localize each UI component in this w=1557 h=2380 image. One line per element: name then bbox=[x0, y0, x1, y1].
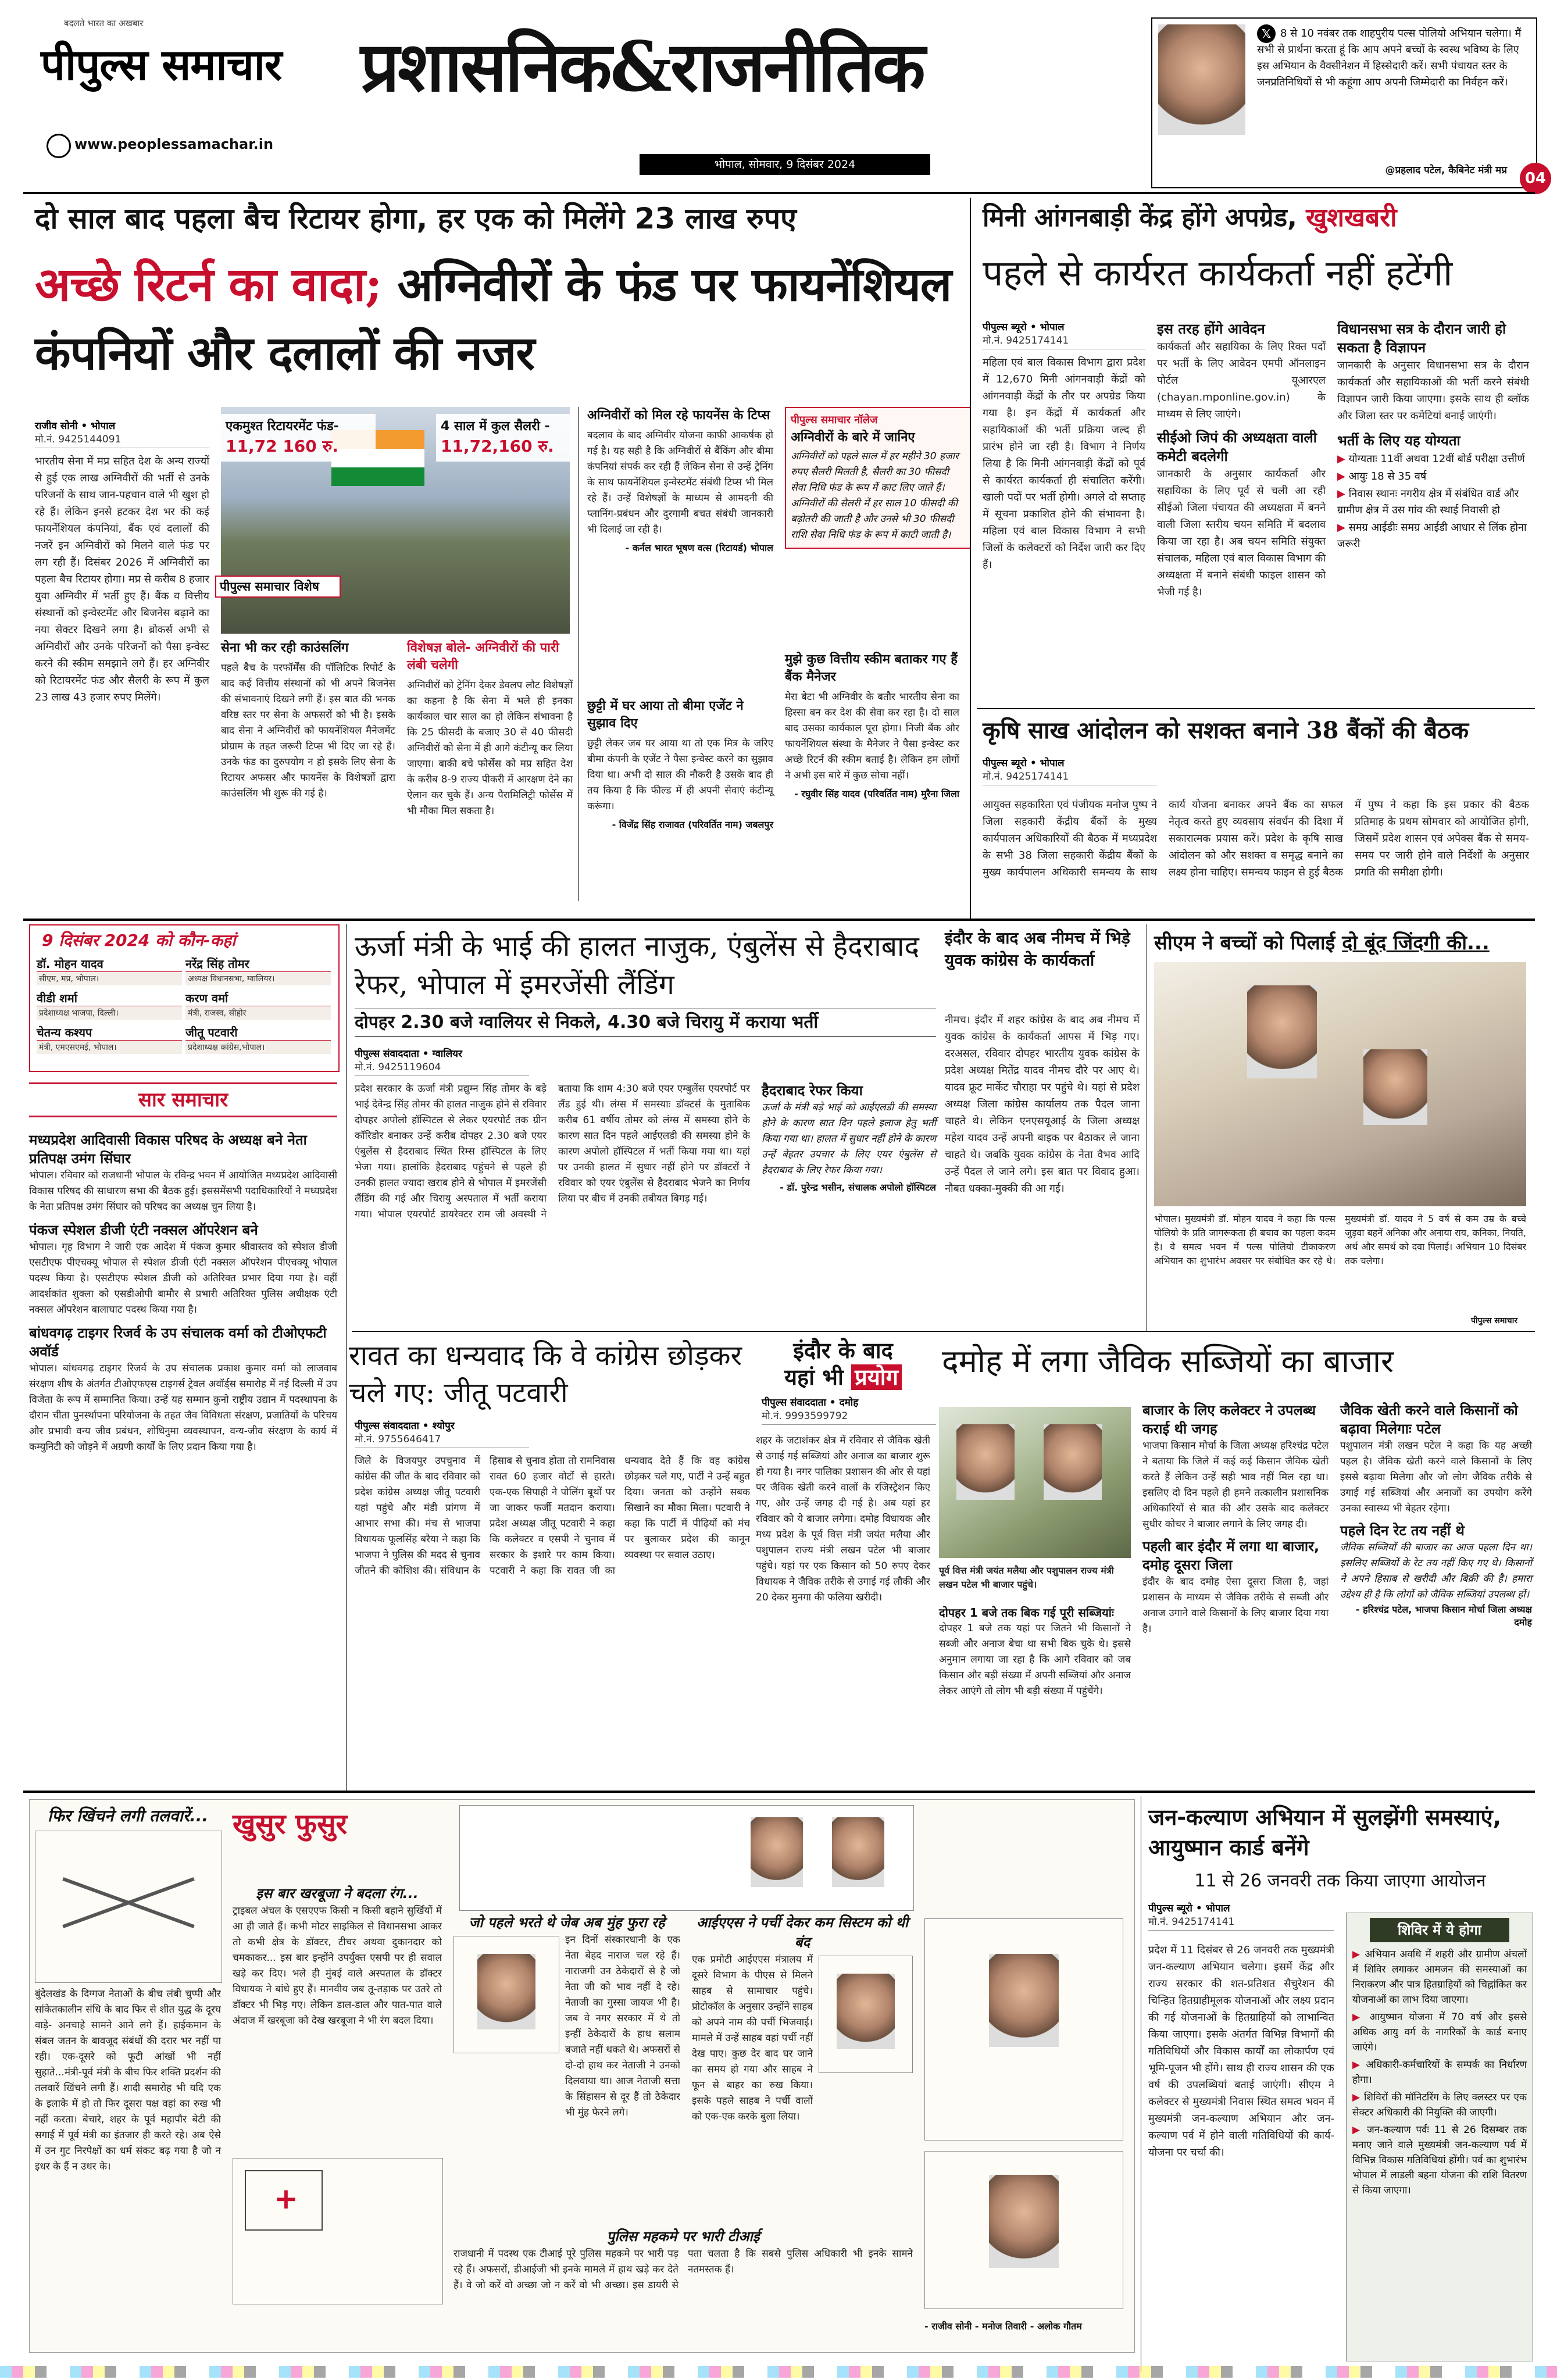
cartoon-col-2 bbox=[233, 1884, 442, 2304]
cartoon-face-2 bbox=[832, 1817, 884, 1887]
rate-head: पहले दिन रेट तय नहीं थे bbox=[1340, 1523, 1465, 1539]
krishi-phone: मो.नं. 9425174141 bbox=[983, 771, 1069, 782]
photo-value-2: 11,72,160 रु. bbox=[441, 437, 554, 456]
cartoon-col-1 bbox=[35, 1805, 221, 2312]
photo-label-box-2 bbox=[436, 414, 573, 462]
tips-by: - कर्नल भारत भूषण वत्स (रिटायर्ड) भोपाल bbox=[625, 542, 773, 553]
jan-box-item bbox=[1352, 2122, 1527, 2198]
who-name: नरेंद्र सिंह तोमर bbox=[185, 956, 331, 972]
masthead-tagline: बदलते भारत का अखबार bbox=[64, 18, 144, 28]
krishi-rule bbox=[977, 708, 1535, 709]
who-role: मंत्री, एमएसएमई, भोपाल। bbox=[37, 1041, 182, 1054]
hyd-head: हैदराबाद रेफर किया bbox=[762, 1082, 863, 1099]
who-item bbox=[37, 990, 182, 1020]
cartoon-face-1 bbox=[751, 1817, 803, 1887]
saar-item-head: पंकज स्पेशल डीजी एंटी नक्सल ऑपरेशन बने bbox=[29, 1222, 258, 1238]
expert-box bbox=[407, 639, 573, 819]
jan-sub: 11 से 26 जनवरी तक किया जाएगा आयोजन bbox=[1194, 1871, 1486, 1891]
damoh-body: शहर के जटाशंकर क्षेत्र में रविवार से जैविक खेती से उगाई गई सब्जियां और अनाज का बाजार शुरू हो गया है। नगर पालिका प्रशासन की ओर से यहां पर जैविक खेती करने वालों के रजिस्ट्रेशन किए गए, और उन्हें जगह दी गई है। अब यहां हर रविवार को ये बाजार लगेगा। दमोह विधायक और मध्य प्रदेश के पूर्व वित्त मंत्री जयंत मलैया और पशुपालन राज्य मंत्री लखन पटेल भी बाजार पहुंचे। यहां पर एक किसान को 50 रुपए देकर विधायक ने जैविक तरीके से उगाई गई लौकी और 20 देकर मुनगा की फलिया खरीदी। bbox=[756, 1435, 930, 1603]
cartoon-face-6 bbox=[989, 1954, 1059, 2047]
lead-headline-red: अच्छे रिटर्न का वादा; bbox=[35, 257, 382, 312]
who-role: अध्यक्ष विधानसभा, ग्वालियर। bbox=[185, 972, 331, 985]
lead-byline bbox=[35, 419, 209, 448]
jan-box-item-text: अधिकारी-कर्मचारियों के सम्पर्क का निर्धारण होगा। bbox=[1352, 2059, 1527, 2086]
who-role: सीएम, मप्र, भोपाल। bbox=[37, 972, 182, 985]
jan-byline-box bbox=[1148, 1901, 1334, 1935]
rawat-byline-box bbox=[355, 1418, 529, 1453]
sold-box bbox=[939, 1604, 1131, 1699]
medical-cross-icon: + bbox=[274, 2182, 298, 2215]
anganwadi-kicker bbox=[983, 201, 1397, 235]
photo-value-1: 11,72 160 रु. bbox=[226, 437, 338, 456]
jan-box-item bbox=[1352, 2057, 1527, 2088]
prayog-head-red: प्रयोग bbox=[851, 1364, 902, 1390]
cartoon-title-5: पुलिस महकमे पर भारी टीआई bbox=[606, 2228, 760, 2245]
offer-by: - रघुवीर सिंह यादव (परिवर्तित नाम) मुरैना जिला bbox=[794, 788, 959, 799]
yog-head: भर्ती के लिए यह योग्यता bbox=[1337, 433, 1460, 449]
quote-text: 8 से 10 नवंबर तक शाहपुरीय पल्स पोलियो अभियान चलेगा। मैं सभी से प्रार्थना करता हूं कि आप अपने बच्चों के स्वस्थ भविष्य के लिए इस अभियान के वैक्सीनेशन में हिस्सेदारी करें। सभी पंचायत स्तर के जनप्रतिनिधियों से भी कहूंगा आप अपनी जिम्मेदारी का निर्वहन करें। bbox=[1257, 27, 1522, 88]
sold-body: दोपहर 1 बजे तक यहां पर जितने भी किसानों ने सब्जी और अनाज बेचा था सभी बिक चुके थे। इससे अनुमान लगाया जा रहा है कि आगे रविवार को जब किसान और बड़ी संख्या में अपनी सब्जियां और अनाज लेकर आएंगे तो लोग भी बड़ी संख्या में पहुंचेंगे। bbox=[939, 1623, 1131, 1697]
saar-item-body: भोपाल। बांधवगढ़ टाइगर रिजर्व के उप संचालक प्रकाश कुमार वर्मा को लाजवाब संरक्षण शीष के अंतर्गत टीओएफएस टाइगर्स ट्रेवल अवॉर्ड्स समारोह में नई दिल्ली में उप विजेता के रूप में सम्मानित किया। उन्हें यह सम्मान कुनो राष्ट्रीय उद्यान में पदस्थापना के दौरान चीता पुनर्स्थापना परियोजना के तहत जैव विविधता संरक्षण, प्रजातियों के परिचय और प्रभावी वन्य जीव प्रबंधन, शोधिनुमा व्यवस्थापन, वन्य-जीव संरक्षण के कार्य में कम्युनिटी को जोड़ने में अग्रणी कार्यों के लिए प्रदान किया गया है। bbox=[29, 1363, 337, 1453]
collector-head: बाजार के लिए कलेक्टर ने उपलब्ध कराई थी जगह bbox=[1142, 1402, 1316, 1437]
hyd-body: ऊर्जा के मंत्री बड़े भाई को आईएलडी की समस्या होने के कारण सात दिन पहले इलाज हेतु भर्ती किया गया था। हालत में सुधार नहीं होने के कारण उन्हें बेहतर उपचार के लिए एयर एंबुलेंस से हैदराबाद के लिए रेफर किया गया। bbox=[762, 1102, 936, 1176]
cartoon-face-4 bbox=[837, 1974, 895, 2049]
yog-item-text: समग्र आईडीः समग्र आईडी आधार से लिंक होना जरूरी bbox=[1337, 521, 1527, 550]
bullet-icon: ▶ bbox=[1352, 1949, 1365, 1960]
yog-item-text: निवास स्थानः नगरीय क्षेत्र में संबंधित वार्ड और ग्रामीण क्षेत्र में उस गांव की स्थाई निवासी हो bbox=[1337, 488, 1519, 516]
bullet-icon: ▶ bbox=[1352, 2011, 1370, 2023]
cartoon-sketch-1 bbox=[35, 1831, 222, 1983]
army-box bbox=[221, 639, 395, 802]
x-icon: 𝕏 bbox=[1257, 24, 1276, 43]
scindia-phone: मो.नं. 9425119604 bbox=[355, 1062, 441, 1073]
jan-box-item bbox=[1352, 2090, 1527, 2120]
prayog-byline-box bbox=[762, 1395, 936, 1430]
lead-byline-name: राजीव सोनी • भोपाल bbox=[35, 420, 116, 432]
cartoon-credits: - राजीव सोनी - मनोज तिवारी - अलोक गौतम bbox=[924, 2321, 1082, 2332]
main-divider bbox=[970, 198, 971, 919]
vs-head: विधानसभा सत्र के दौरान जारी हो सकता है विज्ञापन bbox=[1337, 321, 1506, 356]
cartoon-sketch-5 bbox=[924, 2151, 1123, 2309]
anganwadi-kicker-red: खुशखबरी bbox=[1306, 203, 1397, 233]
cartoon-sketch-2 bbox=[233, 2158, 443, 2304]
cartoon-title-4: आईएएस ने पर्ची देकर कम सिस्टम को थी बंद bbox=[696, 1914, 909, 1950]
tips-head: अग्निवीरों को मिल रहे फायनेंस के टिप्स bbox=[587, 408, 770, 423]
anganwadi-col-1 bbox=[983, 320, 1145, 573]
expert-body: अग्निवीरों को ट्रेनिंग देकर डेवलप लौट विशेषज्ञों का कहना है कि सेना में भले ही इनका कार्यकाल चार साल का हो लेकिन संभावना है कि 25 फीसदी के बजाए 30 से 40 फीसदी अग्निवीरों को सेना में ही आगे कंटीन्यू कर लिया जाएगा। बाकी बचे फोर्सेस को मप्र सहित देश के करीब 8-9 राज्य पीकरी में आरक्षण देने का ऐलान कर चुके हैं। अन्य पैरामिलिट्री फोर्सेस में भी मौका मिल सकता है। bbox=[407, 680, 573, 817]
photo-label-1: एकमुश्त रिटायरमेंट फंड- bbox=[226, 419, 339, 434]
khusur-title: खुसुर फुसुर bbox=[233, 1808, 348, 1841]
polio-head-under: दो बूंद जिंदगी की... bbox=[1342, 931, 1490, 955]
scindia-byline-box bbox=[355, 1046, 529, 1081]
scindia-sub: दोपहर 2.30 बजे ग्वालियर से निकले, 4.30 बजे चिरायु में कराया भर्ती bbox=[355, 1009, 936, 1037]
bullet-icon: ▶ bbox=[1337, 521, 1349, 534]
anganwadi-kicker-text: मिनी आंगनबाड़ी केंद्र होंगे अपग्रेड, bbox=[983, 203, 1297, 233]
damoh-photo bbox=[939, 1407, 1131, 1558]
who-name: डॉ. मोहन यादव bbox=[37, 956, 182, 972]
lead-headline-rest: अग्निवीरों के फंड पर फायनेंशियल कंपनियों और दलालों की नजर bbox=[35, 257, 952, 380]
leave-head: छुट्टी में घर आया तो बीमा एजेंट ने सुझाव दिए bbox=[587, 699, 744, 731]
polio-credit: पीपुल्स समाचार bbox=[1471, 1316, 1518, 1325]
malaiya-figure bbox=[956, 1424, 1015, 1500]
photo-label-2: 4 साल में कुल सैलरी - bbox=[441, 419, 550, 434]
masthead-section-text: प्रशासनिक&राजनीतिक bbox=[360, 26, 924, 107]
yog-item bbox=[1337, 469, 1529, 485]
cartoon-title-1: फिर खिंचने लगी तलवारें... bbox=[47, 1806, 209, 1825]
who-role: मंत्री, राजस्व, सीहोर bbox=[185, 1006, 331, 1020]
dateline: भोपाल, सोमवार, 9 दिसंबर 2024 bbox=[714, 158, 856, 171]
jan-box-item-text: अभियान अवधि में शहरी और ग्रामीण अंचलों में शिविर लगाकर आमजन की समस्याओं का निराकरण और पात्र हितग्राहियों को चिह्नांकित कर योजनाओं का लाभ दिया जाएगा। bbox=[1352, 1949, 1527, 2006]
sold-head: दोपहर 1 बजे तक बिक गई पूरी सब्जियांः bbox=[939, 1606, 1114, 1620]
prayog-byline bbox=[762, 1395, 936, 1425]
cartoon-col-4 bbox=[692, 1913, 913, 2220]
who-name: वीडी शर्मा bbox=[37, 990, 182, 1006]
krishi-byline-name: पीपुल्स ब्यूरो • भोपाल bbox=[983, 757, 1065, 769]
rate-by: - हरिश्चंद्र पटेल, भाजपा किसान मोर्चा जिला अध्यक्ष दमोह bbox=[1355, 1604, 1532, 1628]
bottom-rule bbox=[23, 1791, 1535, 1793]
cartoon-face-5 bbox=[989, 2175, 1059, 2268]
cartoon-text-2: ट्राइबल अंचल के एसएएफ किसी न किसी बहाने सुर्खियों में आ ही जाते हैं। कभी मोटर साइकिल से विधानसभा आकर तो कभी क्षेत्र के डॉक्टर, टीचर अथवा दुकानदार को चमकाकर... इस बार इन्होंने उपर्युक्त एसपी पर ही सवाल खड़े कर दिए। भले ही मुंबई वाले अस्पताल के डॉक्टर विधायक ने बांधे हुए हैं। मानवीय जब तू-तड़ाक पर उतरे तो डॉक्टर भी भिड़ गए। लेकिन डाल-डाल और पात-पात वाले अंदाज में खरबूजा को देख खरबूजा ने भी रंग बदल दिया। bbox=[233, 1905, 442, 2027]
who-role: प्रदेशाध्यक्ष भाजपा, दिल्ली। bbox=[37, 1006, 182, 1020]
masthead-section bbox=[360, 23, 924, 110]
lead-phone: मो.नं. 9425144091 bbox=[35, 434, 122, 445]
cartoon-col-3 bbox=[453, 1913, 680, 2200]
cartoon-text-1: बुंदेलखंड के दिग्गज नेताओं के बीच लंबी चुप्पी और सांकेतकालीन संधि के बाद फिर से शीत युद्ध के दूरघ वाड़े- अनचाहे सामने आने लगे हैं। हाईकमान के संबल जतन के बावजूद संबंधों की दरार भर नहीं पा रही। एक-दूसरे को फूटी आंखों भी नहीं सुहाते...मंत्री-पूर्व मंत्री के बीच फिर शक्ति प्रदर्शन की तलवारें खिंचने लगी हैं। शादी समारोह भी यदि एक के इलाके में हो तो फिर दूसरा पक्ष वहां का रुख भी नहीं करता। बेचारे, शहर के पूर्व महापौर बेटी की सगाई में पूर्व मंत्री का इंतजार ही करते रहे। अब ऐसे में उन गुट निरपेक्षों का धर्म संकट बढ़ गया है जो न इधर के हैं न उधर के। bbox=[35, 1988, 221, 2172]
prayog-head-2: यहां भी bbox=[784, 1364, 844, 1390]
cartoon-title-2: इस बार खरबूजा ने बदला रंग... bbox=[256, 1885, 419, 1902]
lead-column-1 bbox=[35, 419, 209, 706]
collector-box bbox=[1142, 1401, 1329, 1637]
offer-body: मेरा बेटा भी अग्निवीर के बतौर भारतीय सेना का हिस्सा बन कर देश की सेवा कर रहा है। दो साल बाद उसका कार्यकाल पूरा होगा। निजी बैंक और फायनेंशियल संस्था के मैनेजर ने पैसा इन्वेस्ट कर अच्छे रिटर्न की स्कीम बताई है। लेकिन हम लोगों ने अभी इस बारे में कुछ सोचा नहीं। bbox=[785, 691, 959, 781]
tips-body: बदलाव के बाद अग्निवीर योजना काफी आकर्षक हो गई है। यह सही है कि अग्निवीरों से बैंकिंग और बीमा कंपनियां संपर्क कर रही हैं लेकिन सेना से उन्हें ट्रेनिंग के साथ फायनेंशियल इन्वेस्टमेंट संबंधी टिप्स भी मिल रहे हैं। उन्हें विशेषज्ञों के माध्यम से आमदनी की प्लानिंग-प्रबंधन और दुरगामी बचत संबंधी जानकारी भी दिलाई जा रही है। bbox=[587, 430, 773, 535]
tips-box bbox=[587, 407, 773, 554]
yog-item bbox=[1337, 520, 1529, 552]
rawat-phone: मो.नं. 9755646417 bbox=[355, 1434, 441, 1445]
kisan-box bbox=[1340, 1401, 1532, 1628]
bullet-icon: ▶ bbox=[1352, 2059, 1366, 2071]
who-item bbox=[185, 956, 331, 985]
bullet-icon: ▶ bbox=[1337, 470, 1349, 483]
cartoon-text-4: एक प्रमोटी आईएएस मंत्रालय में दूसरे विभाग के पीएस से मिलने साहब से सामाचार पहुंचे। प्रोटोकॉल के अनुसार उन्होंने साहब को अपने नाम की पर्ची भिजवाई। मामले में उन्हें साहब वहां पर्ची नहीं देख पाए। कुछ देर बाद घर जाने का समय हो गया और साहब ने फून से बाहर का रुख किया। इसके पहले साहब ने पर्ची वालों को एक-एक करके बुला लिया। bbox=[692, 1954, 813, 2122]
offer-box bbox=[785, 651, 959, 800]
army-head: सेना भी कर रही काउंसलिंग bbox=[221, 641, 349, 655]
cartoon-face-3 bbox=[477, 1954, 535, 2029]
polio-head-black: सीएम ने बच्चों को पिलाई bbox=[1154, 931, 1335, 955]
ceo-body: जानकारी के अनुसार कार्यकर्ता और सहायिका के लिए पूर्व से चली आ रही सीईओ जिला पंचायत की अध्यक्षता में बनने वाली जिला स्तरीय चयन समिति में बदलाव किया जा रहा है। अब चयन समिति संयुक्त संचालक, महिला एवं बाल विकास विभाग की अध्यक्षता में बनाने संबंधी फाइल शासन को भेजी गई है। bbox=[1157, 468, 1326, 598]
lead-kicker: दो साल बाद पहला बैच रिटायर होगा, हर एक को मिलेंगे 23 लाख रुपए bbox=[35, 202, 797, 235]
jan-box-item-text: शिविरों की मॉनिटरिंग के लिए क्लस्टर पर एक सेक्टर अधिकारी की नियुक्ति की जाएगी। bbox=[1352, 2092, 1527, 2118]
cartoon-sketch-main bbox=[459, 1805, 914, 1911]
rate-body: जैविक सब्जियों की बाजार का आज पहला दिन था। इसलिए सब्जियों के रेट तय नहीं किए गए थे। किसानों ने अपने हिसाब से खरीदी और बिक्री की है। हमारा उद्देश्य ही है कि लोगों को जैविक सब्जियां उपलब्ध हों। bbox=[1340, 1542, 1532, 1600]
prayog-byline-name: पीपुल्स संवाददाता • दमोह bbox=[762, 1397, 859, 1409]
cartoon-sketch-4 bbox=[819, 1956, 913, 2073]
rawat-body: जिले के विजयपुर उपचुनाव में कांग्रेस की जीत के बाद रविवार को प्रदेश कांग्रेस अध्यक्ष जीतू पटवारी यहां पहुंचे और मंडी प्रांगण में आभार सभा की। मंच से भाजपा विधायक फूलसिंह बरैया ने कहा कि भाजपा ने पुलिस की मदद से चुनाव जीतने की कोशिश की। संविधान के हिसाब से चुनाव होता तो रामनिवास रावत 60 हजार वोटों से हारते। एक-एक सिपाही ने पोलिंग बूथों पर जा जाकर फर्जी मतदान कराया। प्रदेश अध्यक्ष जीतू पटवारी ने कहा कि कलेक्टर व एसपी ने चुनाव में सरकार के इशारे पर काम किया। पटवारी ने कहा कि रावत जी का धन्यवाद देते हैं कि वह कांग्रेस छोड़कर चले गए, पार्टी ने उन्हें बहुत दिया। जनता को उन्होंने सबक सिखाने का मौका मिला। पटवारी ने कहा कि पार्टी में पीढ़ियों को मंच पर बुलाकर प्रदेश की कानून व्यवस्था पर सवाल उठाए। bbox=[355, 1455, 750, 1577]
masthead bbox=[23, 17, 1547, 198]
collector-body: भाजपा किसान मोर्चा के जिला अध्यक्ष हरिश्चंद्र पटेल ने बताया कि जिले में कई कई किसान जैविक खेती करते हैं लेकिन उन्हें सही भाव नहीं मिल रहा था। इसलिए दो दिन पहले ही हमने तत्कालीन प्रशासनिक अधिकारियों से बात की और उसके बाद कलेक्टर सुधीर कोचर ने बाजार लगाने के लिए जगह दी। bbox=[1142, 1440, 1329, 1530]
nimach-headline: इंदौर के बाद अब नीमच में भिड़े युवक कांग्रेस के कार्यकर्ता bbox=[945, 928, 1130, 970]
offer-head: मुझे कुछ वित्तीय स्कीम बताकर गए हैं बैंक मैनेजर bbox=[785, 652, 958, 684]
first-body: इंदौर के बाद दमोह ऐसा दूसरा जिला है, जहां प्रशासन के माध्यम से जैविक तरीके से सब्जी और अनाज उगाने वाले किसानों के लिए बाजार दिया गया है। bbox=[1142, 1576, 1329, 1635]
bullet-icon: ▶ bbox=[1337, 453, 1349, 465]
anganwadi-body: महिला एवं बाल विकास विभाग द्वारा प्रदेश में 12,670 मिनी आंगनवाड़ी केंद्रों को आंगनवाड़ी केंद्रों के तौर पर अपग्रेड किया गया है। इन केंद्रों में कार्यकर्ता और सहायिकाओं की भर्ती प्रक्रिया जल्द ही प्रारंभ होने जा रही है। विभाग ने निर्णय लिया है कि मिनी आंगनवाड़ी केंद्रों को पूर्व से कार्यरत कार्यकर्ता ही संचालित करेंगी। खाली पदों पर भर्ती होगी। अगले दो सप्ताह में सूचना प्रकाशित होने की संभावना है। महिला एवं बाल विकास विभाग ने सभी जिलों के कलेक्टरों को निर्देश जारी कर दिए हैं। bbox=[983, 356, 1145, 571]
expert-head: विशेषज्ञ बोले- अग्निवीरों की पारी लंबी चलेगी bbox=[407, 641, 559, 673]
bullet-icon: ▶ bbox=[1337, 488, 1349, 500]
print-color-strip bbox=[0, 2366, 1557, 2378]
who-name: जीतू पटवारी bbox=[185, 1024, 331, 1041]
hyd-by: - डॉ. पुरेन्द्र भसीन, संचालक अपोलो हॉस्पिटल bbox=[780, 1182, 936, 1193]
yog-item-text: आयुः 18 से 35 वर्ष bbox=[1348, 470, 1427, 483]
who-grid bbox=[35, 955, 334, 1057]
polio-caption: भोपाल। मुख्यमंत्री डॉ. मोहन यादव ने कहा कि पल्स पोलियो के प्रति जागरूकता ही बचाव का पहला कदम है। वे समत्व भवन में पल्स पोलियो टीकाकरण अभियान का शुभारंभ अवसर पर संबोधित कर रहे थे। मुख्यमंत्री डॉ. यादव ने 5 वर्ष से कम उम्र के बच्चे जुड़वा बहनें अनिका और अनाया राय, कनिका, नियति, अर्थ और समर्थ को दवा पिलाई। अभियान 10 दिसंबर तक चलेगा। bbox=[1154, 1213, 1526, 1266]
krishi-body: आयुक्त सहकारिता एवं पंजीयक मनोज पुष्प ने जिला सहकारी केंद्रीय बैंकों के मुख्य कार्यपालन अधिकारियों की बैठक में मध्यप्रदेश के सभी 38 जिला सहकारी केंद्रीय बैंकों के मुख्य कार्यपालन अधिकारी समन्वय के साथ कार्य योजना बनाकर अपने बैंक का सफल नेतृत्व करते हुए व्यवसाय संवर्धन की दिशा में सकारात्मक प्रयास करें। प्रदेश के कृषि साख आंदोलन को और सशक्त व समृद्ध बनाने का लक्ष्य होना चाहिए। समन्वय फाइन से हुई बैठक में पुष्प ने कहा कि इस प्रकार की बैठक प्रतिमाह के प्रथम सोमवार को आयोजित होगी, जिसमें प्रदेश शासन एवं अपेक्स बैंक से समय-समय पर जारी होने वाले निर्देशों के अनुसार प्रगति की समीक्षा होगी। bbox=[983, 799, 1529, 878]
cartoon-col-5 bbox=[453, 2227, 913, 2309]
cartoon-sketch-6 bbox=[924, 1918, 1123, 2140]
dateline-bar bbox=[640, 154, 930, 175]
first-head: पहली बार इंदौर में लगा था बाजार, दमोह दूसरा जिला bbox=[1142, 1538, 1320, 1573]
hyd-box bbox=[762, 1081, 936, 1193]
who-role: प्रदेशाध्यक्ष कांग्रेस,भोपाल। bbox=[185, 1041, 331, 1054]
krishi-headline: कृषि साख आंदोलन को सशक्त बनाने 38 बैंकों की बैठक bbox=[983, 717, 1469, 744]
khusur-title-box bbox=[233, 1808, 453, 1878]
kisan-head: जैविक खेती करने वाले किसानों को बढ़ावा मिलेगाः पटेल bbox=[1340, 1402, 1518, 1437]
kisan-body: पशुपालन मंत्री लखन पटेल ने कहा कि यह अच्छी पहल है। जैविक खेती करने वाले किसानों के लिए इससे बढ़ावा मिलेगा और जो लोग जैविक तरीके से उगाई गई सब्जियां और अनाजों का उपयोग करेंगे उनका स्वास्थ्य भी बेहतर रहेगा। bbox=[1340, 1440, 1532, 1514]
minister-photo bbox=[1158, 24, 1245, 135]
polio-photo bbox=[1154, 962, 1526, 1206]
who-item bbox=[37, 1024, 182, 1054]
saar-title-box bbox=[29, 1082, 337, 1117]
rawat-byline bbox=[355, 1418, 529, 1448]
scindia-byline bbox=[355, 1046, 529, 1076]
army-body: पहले बैच के परफॉर्मेंस की पॉलिटिक रिपोर्ट के बाद कई वित्तीय संस्थानों को भी अपने बिजनेस की संभावनाएं दिखने लगी हैं। इस बात की भनक वरिष्ठ स्तर पर सेना के अफसरों को भी है। इसके बाद सेना ने अग्निवीरों को फायनेंशियल मैनेजमेंट प्रोग्राम के तहत जरूरी टिप्स भी दिए जा रहे हैं। उनके फंड का दुरुपयोग न हो इसके लिए सेना के रिटायर अफसर और फायनेंस के विशेषज्ञों द्वारा काउंसलिंग भी शुरू की गई है। bbox=[221, 662, 395, 799]
prayog-head-1: इंदौर के बाद bbox=[793, 1338, 893, 1363]
saar-list bbox=[29, 1125, 337, 1455]
leave-by: - विजेंद्र सिंह राजावत (परिवर्तित नाम) जबलपुर bbox=[612, 819, 773, 830]
jan-box-list bbox=[1347, 1947, 1533, 2198]
polio-headline bbox=[1154, 929, 1532, 957]
who-where-box bbox=[29, 924, 340, 1072]
anganwadi-col-2 bbox=[1157, 320, 1326, 601]
quote-box bbox=[1151, 17, 1547, 188]
damoh-headline: दमोह में लगा जैविक सब्जियों का बाजार bbox=[942, 1343, 1394, 1380]
rawat-headline: रावत का धन्यवाद कि वे कांग्रेस छोड़कर चले गए: जीतू पटवारी bbox=[349, 1339, 742, 1409]
saar-title: सार समाचार bbox=[138, 1088, 228, 1112]
globe-icon bbox=[47, 134, 71, 158]
knowledge-head: अग्निवीरों के बारे में जानिए bbox=[791, 430, 915, 445]
cm-figure bbox=[1247, 985, 1317, 1078]
jan-box-item bbox=[1352, 1947, 1527, 2007]
masthead-logo: पीपुल्स समाचार bbox=[41, 40, 282, 90]
apply-head: इस तरह होंगे आवेदन bbox=[1157, 321, 1265, 337]
who-where-title: 9 दिसंबर 2024 को कौन-कहां bbox=[42, 931, 236, 950]
bullet-icon: ▶ bbox=[1352, 2124, 1367, 2136]
who-item bbox=[185, 1024, 331, 1054]
saar-item-body: भोपाल। गृह विभाग ने जारी एक आदेश में पंकज कुमार श्रीवास्तव को स्पेशल डीजी एसटीएफ पीएचक्यू भोपाल से स्पेशल डीजी एंटी नक्सल ऑपरेशन पीएचक्यू भोपाल पदस्थ किया है। एसटीएफ स्पेशल डीजी को अतिरिक्त प्रभार दिया गया है। वहीं आदर्शकांत शुक्ला को एसडीओपी बामौर से प्रभारी अतिरिक्त पुलिस अधीक्षक एंटी नक्सल ऑपरेशन बालाघाट पदस्थ किया गया है। bbox=[29, 1241, 337, 1316]
prayog-phone: मो.नं. 9993599792 bbox=[762, 1410, 848, 1422]
ceo-head: सीईओ जिपं की अध्यक्षता वाली कमेटी बदलेगी bbox=[1157, 430, 1317, 464]
saar-item-body: भोपाल। रविवार को राजधानी भोपाल के रविन्द्र भवन में आयोजित मध्यप्रदेश आदिवासी विकास परिषद की साधारण सभा की बैठक हुई। इससमेंसभी पदाधिकारियों ने मध्यप्रदेश के नेता प्रतिपक्ष उमंग सिंघार को परिषद का अध्यक्ष चुन लिया है। bbox=[29, 1170, 337, 1213]
who-name: करण वर्मा bbox=[185, 990, 331, 1006]
anganwadi-headline: पहले से कार्यरत कार्यकर्ता नहीं हटेंगी bbox=[983, 252, 1453, 294]
anganwadi-phone: मो.नं. 9425174141 bbox=[983, 335, 1069, 346]
jan-box-item-text: आयुष्मान योजना में 70 वर्ष और इससे अधिक आयु वर्ग के नागरिकों के कार्ड बनाए जाएंगे। bbox=[1352, 2011, 1527, 2053]
scindia-byline-name: पीपुल्स संवाददाता • ग्वालियर bbox=[355, 1048, 462, 1060]
yog-item bbox=[1337, 486, 1529, 519]
prayog-kicker bbox=[756, 1337, 930, 1391]
who-item bbox=[185, 990, 331, 1020]
leave-box bbox=[587, 698, 773, 831]
leave-body: छुट्टी लेकर जब घर आया था तो एक मित्र के जरिए बीमा कंपनी के एजेंट ने पैसा इन्वेस्ट करने का सुझाव दिया था। अभी दो साल की नौकरी है उसके बाद ही तय किया है कि फील्ड में ही अपनी सेवाएं कंटीन्यू करूंगा। bbox=[587, 738, 773, 812]
nimach-body: नीमच। इंदौर में शहर कांग्रेस के बाद अब नीमच में युवक कांग्रेस के कार्यकर्ता आपस में भिड़ गए। दरअसल, रविवार दोपहर भारतीय युवक कांग्रेस के प्रदेश अध्यक्ष मितेंद्र यादव नीमच दौरे पर आए थे। यादव फ्रूट मार्केट चौराहा पर पहुंचे थे। यहां से प्रदेश अध्यक्ष जिला कांग्रेस कार्यालय तक पैदल जाना चाहते थे। लेकिन एनएसयूआई के जिला अध्यक्ष महेश यादव उन्हें अपनी बाइक पर बैठाकर ले जाना चाहते थे। जबकि युवक कांग्रेस के नेता वैभव आदि उन्हें पैदल ले जाने लगे। इस बात पर विवाद हुआ। नौबत धक्का-मुक्की की आ गई। bbox=[945, 1014, 1140, 1195]
apply-body: कार्यकर्ता और सहायिका के लिए रिक्त पदों पर भर्ती के लिए आवेदन एमपी ऑनलाइन पोर्टल यूआरएल (chayan.mponline.gov.in) के माध्यम से लिए जाएंगे। bbox=[1157, 341, 1326, 420]
masthead-website[interactable]: www.peoplessamachar.in bbox=[74, 136, 274, 152]
krishi-byline-box bbox=[983, 756, 1157, 790]
bullet-icon: ▶ bbox=[1352, 2092, 1364, 2103]
yog-item-text: योग्यताः 11वीं अथवा 12वीं बोर्ड परीक्षा उत्तीर्ण bbox=[1348, 453, 1525, 465]
jan-phone: मो.नं. 9425174141 bbox=[1148, 1916, 1235, 1928]
prayog-rule bbox=[756, 1331, 1535, 1332]
lead-body: भारतीय सेना में मप्र सहित देश के अन्य राज्यों से हुई एक लाख अग्निवीरों की भर्ती से उनके परिजनों के साथ जान-पहचान वाले भी खुश हो रहे हैं। लेकिन इनसे हटकर देश भर की कई फायनेंशियल कंपनियां, बैंक एवं दलालों की नजरें इन अग्निवीरों को मिलने वाले फंड पर लग रही हैं। दिसंबर 2026 में अग्निवीरों का पहला बैच रिटायर होगा। मप्र से करीब 8 हजार युवा अग्निवीर में भर्ती हुए हैं। बैंक व वित्तीय संस्थानों को इन्वेस्टमेंट और बिजनेस बढ़ाने का नया सेक्टर दिखने लगा है। ब्रोकर्स अभी से अग्निवीरों और उनके परिजनों को पैसा इन्वेस्ट करने की स्कीम समझाने लगे हैं। हर अग्निवीर को रिटायरमेंट फंड और सैलरी के रूप में कुल 23 लाख 43 हजार रुपए मिलेंगे। bbox=[35, 455, 209, 703]
jan-box bbox=[1346, 1913, 1533, 2361]
vishesh-text: पीपुल्स समाचार विशेष bbox=[220, 580, 319, 594]
masthead-rule bbox=[23, 192, 1535, 194]
knowledge-body: अग्निवीरों को पहले साल में हर महीने 30 हजार रुपए सैलरी मिलती है, सैलरी का 30 फीसदी सेवा निधि फंड के रूप में काट लिए जाते हैं। अग्निवीरों की सैलरी में हर साल 10 फीसदी की बढ़ोतरी की जाती है और उनसे भी 30 फीसदी राशि सेवा निधि फंड के रूप में काटी जाती है। bbox=[791, 451, 959, 541]
vishesh-tag bbox=[215, 576, 341, 598]
rawat-byline-name: पीपुल्स संवाददाता • श्योपुर bbox=[355, 1420, 455, 1432]
scindia-body: प्रदेश सरकार के ऊर्जा मंत्री प्रद्युम्न सिंह तोमर के बड़े भाई देवेन्द्र सिंह तोमर की हालत नाजुक होने से रविवार दोपहर अपोलो हॉस्पिटल से लेकर एयरपोर्ट तक ग्रीन कॉरिडोर बनाकर उन्हें करीब दोपहर 2.30 बजे एयर एंबुलेंस से हैदराबाद स्थित रिम्स हॉस्पिटल के लिए भेजा गया। हालांकि हैदराबाद पहुंचने से पहले ही उनकी हालत ज्यादा खराब होने से भोपाल में इमरजेंसी लैंडिंग की गई और चिरायु अस्पताल में भर्ती कराया गया। भोपाल एयरपोर्ट डायरेक्टर राम जी अवस्थी ने बताया कि शाम 4:30 बजे एयर एम्बुलेंस एयरपोर्ट पर लैंड हुई थी। लंग्स में समस्याः डॉक्टर्स के मुताबिक करीब 61 वर्षीय तोमर को लंग्स में समस्या होने के कारण सात दिन पहले आईएलडी की समस्या होने के कारण अपोलो हॉस्पिटल में भर्ती किया गया था। यहां पर उनकी हालत में सुधार नहीं होने पर डॉक्टरों ने रविवार को एयर एंबुलेंस से हैदराबाद भेजने का निर्णय लिया पर बीच में उनकी तबीयत बिगड़ गई। bbox=[355, 1083, 750, 1220]
child-figure bbox=[1363, 1049, 1427, 1125]
who-name: चेतन्य कश्यप bbox=[37, 1024, 182, 1041]
jan-body: प्रदेश में 11 दिसंबर से 26 जनवरी तक मुख्यमंत्री जन-कल्याण अभियान चलेगा। इसमें केंद्र और राज्य सरकार की शत-प्रतिशत सैचुरेशन की चिन्हित हितग्राहीमूलक योजनाओं और लक्ष्य प्रदान की गई योजनाओं के हितग्राहियों को लाभान्वित किया जाएगा। इसके अंतर्गत विभिन्न विभागों की गतिविधियों और विकास कार्यों का लोकार्पण एवं भूमि-पूजन भी होंगे। साथ ही राज्य शासन की एक वर्ष की उपलब्धियां बताई जाएंगी। सीएम ने कलेक्टर से मुख्यमंत्री निवास स्थित समत्व भवन में मुख्यमंत्री जन-कल्याण अभियान और जन-कल्याण पर्व में होने वाली गतिविधियों की कार्य-योजना पर चर्चा की। bbox=[1148, 1944, 1334, 2159]
cartoon-text-5: राजधानी में पदस्थ एक टीआई पूरे पुलिस महकमे पर भारी पड़ रहे हैं। अफसरों, डीआईजी भी इनके मामले में हाथ खड़े कर देते हैं। वे जो करें वो अच्छा जो न करें वो भी अच्छा। इस डायरी से पता चलता है कि सबसे पुलिस अधिकारी भी इनके सामने नतमस्तक हैं। bbox=[453, 2248, 913, 2291]
scindia-headline: ऊर्जा मंत्री के भाई की हालत नाजुक, एंबुलेंस से हैदराबाद रेफर, भोपाल में इमरजेंसी लैंडिंग bbox=[355, 930, 919, 1001]
saar-item-head: मध्यप्रदेश आदिवासी विकास परिषद के अध्यक्ष बने नेता प्रतिपक्ष उमंग सिंघार bbox=[29, 1132, 307, 1167]
saar-divider bbox=[346, 924, 347, 1791]
who-item bbox=[37, 956, 182, 985]
cartoon-title-3: जो पहले भरते थे जेब अब मुंह फुरा रहे bbox=[469, 1914, 665, 1931]
knowledge-tag: पीपुल्स समाचार नॉलेज bbox=[791, 414, 878, 426]
yog-list bbox=[1337, 451, 1529, 552]
jan-box-item bbox=[1352, 2010, 1527, 2055]
krishi-byline bbox=[983, 756, 1157, 785]
quote-author: @प्रहलाद पटेल, कैबिनेट मंत्री मप्र bbox=[1385, 165, 1507, 176]
vs-body: जानकारी के अनुसार विधानसभा सत्र के दौरान कार्यकर्ता और सहायिकाओं की भर्ती करने संबंधी विज्ञापन जारी किया जाएगा। इसके साथ ही ब्लॉक और जिला स्तर पर कमेटियां बनाई जाएंगी। bbox=[1337, 359, 1529, 422]
lead-headline bbox=[35, 250, 959, 387]
cartoon-text-3: इन दिनों संस्कारधानी के एक नेता बेहद नाराज चल रहे हैं। नाराजगी उन ठेकेदारों से है जो नेता जी को भाव नहीं दे रहे। नेताजी का गुस्सा जायज भी है। जब वे नगर सरकार में थे तो इन्हीं ठेकेदारों के हाथ सलाम बजाते नहीं थकते थे। अफसरों से दो-दो हाथ कर नेताजी ने उनको दिलवाया था। आज नेताजी सत्ता के सिंहासन से दूर हैं तो ठेकेदार भी मुंह फेरने लगे। bbox=[565, 1934, 680, 2118]
anganwadi-byline-name: पीपुल्स ब्यूरो • भोपाल bbox=[983, 321, 1065, 333]
page-number: 04 bbox=[1520, 163, 1551, 194]
anganwadi-byline bbox=[983, 320, 1145, 349]
knowledge-box bbox=[785, 407, 971, 549]
jan-box-head: शिविर में ये होगा bbox=[1370, 1918, 1509, 1942]
cartoon-sketch-3 bbox=[453, 1936, 559, 2053]
jan-byline-name: पीपुल्स ब्यूरो • भोपाल bbox=[1148, 1903, 1230, 1914]
anganwadi-col-3 bbox=[1337, 320, 1529, 553]
lead-divider-1 bbox=[578, 407, 579, 901]
patel-figure bbox=[1044, 1424, 1102, 1500]
jan-byline bbox=[1148, 1901, 1334, 1931]
saar-item-head: बांधवगढ़ टाइगर रिजर्व के उप संचालक वर्मा को टीओएफटी अवॉर्ड bbox=[29, 1325, 327, 1360]
damoh-photo-caption: पूर्व वित्त मंत्री जयंत मलैया और पशुपालन राज्य मंत्री लखन पटेल भी बाजार पहुंचे। bbox=[939, 1565, 1114, 1590]
jan-box-item-text: जन-कल्याण पर्वः 11 से 26 दिसम्बर तक मनाए जाने वाले मुख्यमंत्री जन-कल्याण पर्व में विभिन्न विकास गतिविधियां होंगी। पर्व का शुभारंभ भोपाल में लाडली बहना योजना की राशि वितरण से किया जाएगा। bbox=[1352, 2124, 1527, 2196]
jan-headline: जन-कल्याण अभियान में सुलझेंगी समस्याएं, आयुष्मान कार्ड बनेंगे bbox=[1148, 1804, 1502, 1860]
yog-item bbox=[1337, 451, 1529, 467]
photo-label-box-1 bbox=[221, 414, 376, 462]
mid-rule bbox=[23, 919, 1535, 921]
